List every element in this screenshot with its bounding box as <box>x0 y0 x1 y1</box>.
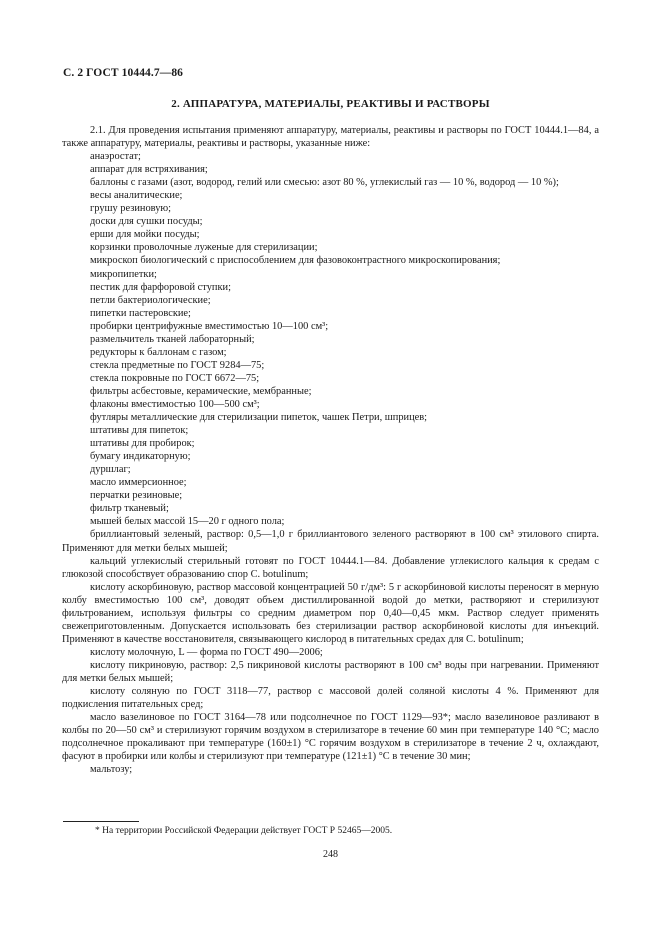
list-item: корзинки проволочные луженые для стерилизации; <box>90 242 318 254</box>
reagent-paragraph: бриллиантовый зеленый, раствор: 0,5—1,0 г бриллиантового зеленого растворяют в 100 см³ этилового спирта. Применяют для метки белых мышей; <box>62 529 599 554</box>
list-item: стекла предметные по ГОСТ 9284—75; <box>90 359 265 371</box>
list-item: футляры металлические для стерилизации пипеток, чашек Петри, шприцев; <box>90 412 428 424</box>
list-item: размельчитель тканей лабораторный; <box>90 333 255 345</box>
reagent-paragraph: кислоту аскорбиновую, раствор массовой концентрацией 50 г/дм³: 5 г аскорбиновой кислоты переносят в мерную колбу вместимостью 100 см³, доводят объем дистиллированной водой до метки, растворяют и стерилизуют фильтрованием, используя фильтры со средним диаметром пор 0,40—0,45 мкм. Раствор следует применять свежеприготовленным. Допускается использовать без стерилизации раствор аскорбиновой кислоты для инъекций. Применяют в качестве восстановителя, связывающего кислород в питательных средах для C. botulinum; <box>62 581 599 645</box>
list-item: доски для сушки посуды; <box>90 216 203 228</box>
reagents-list <box>62 528 599 763</box>
footnote: * На территории Российской Федерации действует ГОСТ Р 52465—2005. <box>95 826 393 836</box>
list-item-maltose: мальтозу; <box>90 764 133 776</box>
list-item: перчатки резиновые; <box>90 490 183 502</box>
list-item: петли бактериологические; <box>90 294 211 306</box>
list-item: мышей белых массой 15—20 г одного пола; <box>90 516 285 528</box>
section-title: 2. АППАРАТУРА, МАТЕРИАЛЫ, РЕАКТИВЫ И РАСТВОРЫ <box>171 98 490 110</box>
list-item: штативы для пробирок; <box>90 438 195 450</box>
intro-paragraph: 2.1. Для проведения испытания применяют аппаратуру, материалы, реактивы и растворы по ГОСТ 10444.1—84, а также аппаратуру, материалы, реактивы и растворы, указанные ниже: <box>62 125 599 150</box>
reagent-paragraph: кальций углекислый стерильный готовят по ГОСТ 10444.1—84. Добавление углекислого кальция к средам с глюкозой способствует образованию спор C. botulinum; <box>62 555 599 580</box>
list-item: грушу резиновую; <box>90 203 172 215</box>
list-item: микропипетки; <box>90 268 157 280</box>
list-item: пипетки пастеровские; <box>90 307 191 319</box>
reagent-paragraph: кислоту молочную, L — форма по ГОСТ 490—2006; <box>90 646 323 658</box>
list-item: масло иммерсионное; <box>90 477 187 489</box>
list-item: весы аналитические; <box>90 190 183 202</box>
list-item: пестик для фарфоровой ступки; <box>90 281 231 293</box>
list-item: дуршлаг; <box>90 464 131 476</box>
list-item: фильтр тканевый; <box>90 503 169 515</box>
list-item: ерши для мойки посуды; <box>90 229 200 241</box>
list-item: бумагу индикаторную; <box>90 451 191 463</box>
list-item: штативы для пипеток; <box>90 425 189 437</box>
list-item: флаконы вместимостью 100—500 см³; <box>90 398 260 410</box>
reagent-paragraph: кислоту соляную по ГОСТ 3118—77, раствор с массовой долей соляной кислоты 4 %. Применяют для подкисления питательных сред; <box>62 686 599 711</box>
reagent-paragraph: масло вазелиновое по ГОСТ 3164—78 или подсолнечное по ГОСТ 1129—93*; масло вазелиновое разливают в колбы по 20—50 см³ и стерилизуют горячим воздухом в стерилизаторе в течение 60 мин при температуре 140 °С; масло подсолнечное прокаливают при температуре (160±1) °С горячим воздухом в стерилизаторе в течение 2 ч, охлаждают, фасуют в пробирки или колбы и стерилизуют при температуре (121±1) °С в течение 30 мин; <box>62 712 599 763</box>
running-head: С. 2 ГОСТ 10444.7—86 <box>63 67 184 79</box>
page-number: 248 <box>323 849 338 860</box>
reagent-paragraph: кислоту пикриновую, раствор: 2,5 пикриновой кислоты растворяют в 100 см³ воды при нагревании. Применяют для метки белых мышей; <box>62 659 599 684</box>
list-item: баллоны с газами (азот, водород, гелий или смесью: азот 80 %, углекислый газ — 10 %, водород — 10 %); <box>90 177 559 189</box>
list-item: аппарат для встряхивания; <box>90 164 208 176</box>
list-item: пробирки центрифужные вместимостью 10—100 см³; <box>90 320 329 332</box>
list-item: микроскоп биологический с приспособлением для фазовоконтрастного микроскопирования; <box>90 255 501 267</box>
footnote-divider <box>63 821 139 822</box>
list-item: фильтры асбестовые, керамические, мембранные; <box>90 385 312 397</box>
list-item: стекла покровные по ГОСТ 6672—75; <box>90 372 260 384</box>
list-item: анаэростат; <box>90 151 141 163</box>
equipment-list <box>62 150 599 528</box>
body-text <box>62 124 599 776</box>
list-item: редукторы к баллонам с газом; <box>90 346 227 358</box>
